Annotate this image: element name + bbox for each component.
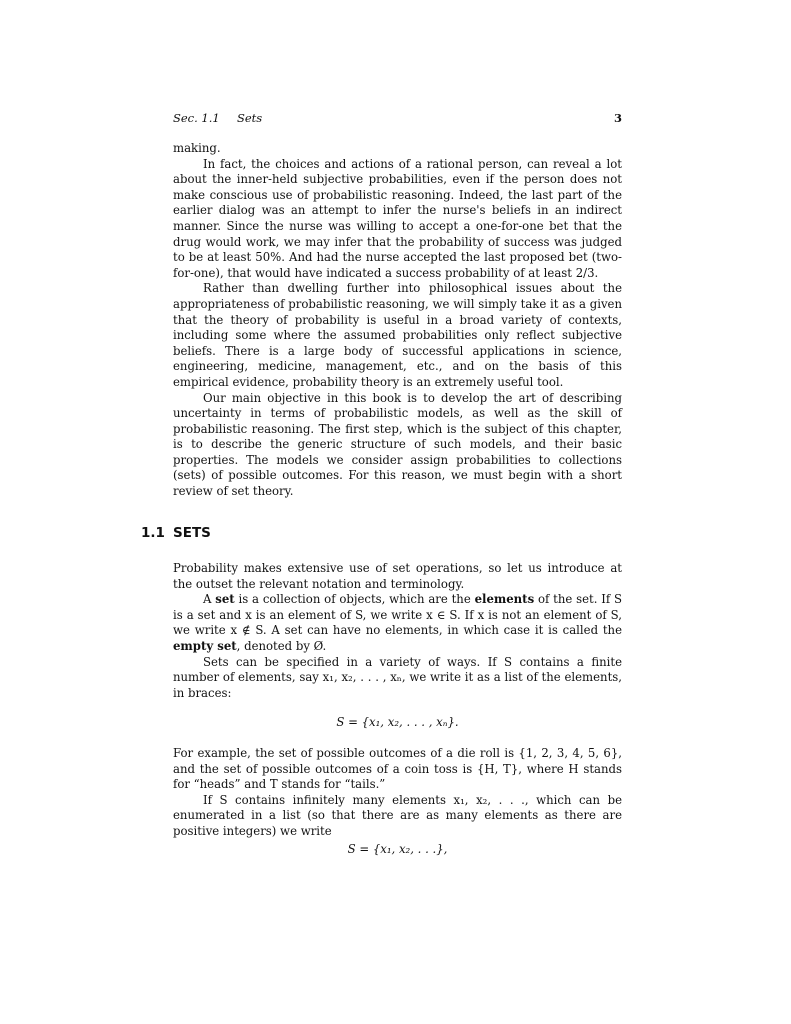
section-number: 1.1 [141,525,165,541]
equation-countable-set: S = {x₁, x₂, . . .}, [347,841,448,856]
paragraph-rational-person: In fact, the choices and actions of a rational person, can reveal a lot about the inner-held subjective probabilities, even if the person does not make conscious use of probabilistic reasoning. Indeed, the last part of the earlier dialog was an attempt to infer the nurse's beliefs in an indirect manner. Since the nurse was willing to accept a one-for-one bet that the drug would work, we may infer that the probability of success was judged to be at least 50%. And had the nurse accepted the last proposed bet (two-for-one), that would have indicated a success probability of at least 2/3. [173,156,622,280]
text-segment: A [203,592,216,607]
page-number: 3 [613,111,622,125]
term-set: set [215,592,235,607]
term-empty-set: empty set [173,638,237,653]
term-elements: elements [474,592,535,607]
equation-finite-set: S = {x₁, x₂, . . . , xₙ}. [336,715,459,730]
header-section-number: Sec. 1.1 [173,111,220,125]
section-heading [141,525,211,541]
section-title: SETS [173,525,211,541]
paragraph-main-objective: Our main objective in this book is to develop the art of describing uncertainty in terms of probabilistic models, as well as the skill of probabilistic reasoning. The first step, which is the subject of this chapter, is to describe the generic structure of such models, and their basic properties. The models we consider assign probabilities to collections (sets) of possible outcomes. For this reason, we must begin with a short review of set theory. [173,390,622,499]
paragraph-examples: For example, the set of possible outcomes of a die roll is {1, 2, 3, 4, 5, 6}, and the set of possible outcomes of a coin toss is {H, T}, where H stands for “heads” and T stands for “tails.” [173,745,622,792]
paragraph-infinite-sets: If S contains infinitely many elements x₁, x₂, . . ., which can be enumerated in a list (so that there are as many elements as there are positive integers) we write [173,792,622,838]
paragraph-continuation: making. [173,141,221,155]
intro-text [173,141,622,500]
sets-text [173,561,622,857]
header-section-title: Sets [237,111,263,125]
running-header [173,111,622,127]
paragraph-finite-sets: Sets can be specified in a variety of ways. If S contains a finite number of elements, say x₁, x₂, . . . , xₙ, we write it as a list of the elements, in braces: [173,654,622,700]
paragraph-philosophical: Rather than dwelling further into philosophical issues about the appropriateness of probabilistic reasoning, we will simply take it as a given that the theory of probability is useful in a broad variety of contexts, including some where the assumed probabilities only reflect subjective beliefs. There is a large body of successful applications in science, engineering, medicine, management, etc., and on the basis of this empirical evidence, probability theory is an extremely useful tool. [173,281,622,389]
text-segment: , denoted by Ø. [236,638,327,653]
paragraph-set-operations: Probability makes extensive use of set operations, so let us introduce at the outset the relevant notation and terminology. [173,561,622,591]
text-segment: of the set. If S is a set and x is an element of S, we write x ∈ S. If x is not an element of S, we write x ∉ S. A set can have no elements, in which case it is called the [173,592,622,638]
text-segment: is a collection of objects, which are the [234,592,475,607]
paragraph-set-definition [173,592,622,654]
